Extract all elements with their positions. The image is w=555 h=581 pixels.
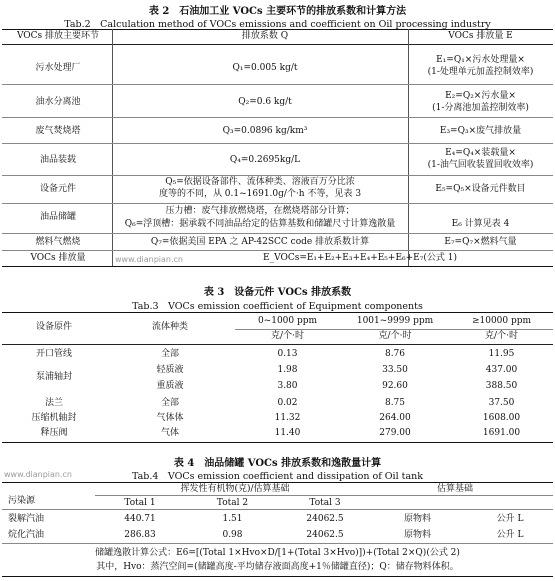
table2-total-formula: E_VOCs=E₁+E₂+E₃+E₄+E₅+E₆+E₇(公式 1)	[263, 253, 457, 263]
table3-header-part: 设备原件	[35, 322, 72, 332]
table2-row-stage: 油品装载	[39, 155, 76, 165]
table4-cell: 24062.5	[306, 514, 344, 524]
table4-subheader: Total 1	[124, 498, 156, 508]
table4-group-header: 估算基础	[436, 484, 473, 494]
table2-row-coef: 度等的不同，从 0.1~1691.0g/个·h 不等，见表 3	[158, 189, 362, 199]
table2-row-coef: Q₂=0.6 kg/t	[238, 97, 292, 107]
table3-cell: 0.02	[277, 398, 298, 408]
table3-header-fluid: 流体种类	[151, 322, 188, 332]
table4-cell: 24062.5	[306, 530, 344, 540]
table4-cell: 公升 L	[496, 530, 524, 540]
table4-cell: 原物料	[403, 514, 431, 524]
table4-caption-en: Tab.4 VOCs emission coefficient and dissipation of Oil tank	[131, 471, 423, 482]
table3-row-part: 泵浦轴封	[35, 372, 72, 382]
table3-cell: 33.50	[382, 365, 408, 375]
table3-cell: 92.60	[382, 381, 408, 391]
table3-caption-en: Tab.3 VOCs emission coefficient of Equipment components	[132, 301, 423, 312]
table2-row-emission: E₃=Q₃×废气排放量	[439, 126, 522, 136]
table2-row-emission: E₂=Q₂×污水量×	[445, 91, 516, 101]
table3-cell: 11.40	[274, 428, 301, 438]
table2-row-emission: E₄=Q₄×装载量×	[445, 148, 516, 158]
table2-header-coef: 排放系数 Q	[241, 31, 289, 41]
table2-row-emission: (1-分离池加盖控制效率)	[432, 103, 529, 113]
table3-cell: 279.00	[379, 428, 411, 438]
table2-caption-en: Tab.2 Calculation method of VOCs emissions and coefficient on Oil processing industry	[64, 19, 491, 30]
table3-cell: 1691.00	[482, 428, 521, 438]
watermark: www.dianpian.cn	[4, 470, 72, 479]
table2-header-emission: VOCs 排放量 E	[448, 31, 513, 41]
table4-source-header: 污染源	[8, 496, 36, 506]
table4-row-name: 烷化汽油	[8, 530, 45, 540]
table3-row-fluid: 重质液	[156, 381, 184, 391]
table3-row-part: 法兰	[44, 398, 63, 408]
table3-row-part: 开口管线	[35, 349, 72, 359]
table3-header-range3: ≥10000 ppm	[471, 316, 532, 326]
table2-row-coef: Q₄=0.2695kg/L	[229, 155, 301, 165]
table3-row-part: 释压阀	[40, 428, 68, 438]
table2-row-coef: Q₁=0.005 kg/t	[232, 63, 298, 73]
table3-cell: 264.00	[379, 413, 411, 423]
table2-row-stage: 油品储罐	[39, 212, 76, 222]
table2-row-coef: Q₇=依据美国 EPA 之 AP-42SCC code 排放系数计算	[150, 237, 370, 247]
table3-cell: 8.75	[384, 398, 406, 408]
table4-note-formula: 储罐逸散计算公式：E6=[(Total 1×Hvo×D/[1+(Total 3×Hvo)])+(Total 2×Q)(公式 2)	[95, 548, 460, 558]
table2-row-coef: Q₅=依据设备部件、流体种类、溶液百万分比浓	[165, 177, 355, 187]
table3-row-fluid: 气体体	[156, 413, 184, 423]
table4-cell: 原物料	[403, 530, 431, 540]
table3-unit: 克/个·时	[271, 331, 304, 341]
table2-row-emission: (1-处理单元加盖控制效率)	[427, 67, 534, 77]
table2-row-emission: (1-油气回收装置回收效率)	[427, 160, 534, 170]
table4-row-name: 裂解汽油	[8, 514, 45, 524]
table3-unit: 克/个·时	[378, 331, 412, 341]
table3-cell: 1608.00	[482, 413, 521, 423]
watermark: www.dianpian.cn	[115, 255, 183, 264]
table3-cell: 3.80	[277, 381, 298, 391]
table3-cell: 11.32	[274, 413, 301, 423]
table2-row-stage: 废气焚烧塔	[35, 126, 81, 136]
table2-header-stage: VOCs 排放主要环节	[16, 31, 100, 41]
table3-unit: 克/个·时	[485, 331, 518, 341]
table2-row-stage: VOCs 排放量	[30, 253, 86, 263]
table3-row-fluid: 全部	[160, 349, 179, 359]
table3-cell: 437.00	[485, 365, 518, 375]
table3-cell: 8.76	[384, 349, 406, 359]
table3-cell: 388.50	[485, 381, 518, 391]
table3-cell: 0.13	[277, 349, 298, 359]
table3-row-part: 压缩机轴封	[31, 413, 77, 423]
table3-cell: 1.98	[277, 365, 298, 375]
table4-caption-cn: 表 4 油品储罐 VOCs 排放系数和逸散量计算	[173, 458, 382, 469]
table2-row-stage: 污水处理厂	[35, 63, 81, 73]
table2-row-stage: 设备元件	[39, 184, 76, 194]
table4-cell: 公升 L	[496, 514, 524, 524]
table4-subheader: Total 3	[309, 498, 341, 508]
table4-cell: 1.51	[222, 514, 243, 524]
table2-row-emission: E₁=Q₁×污水处理量×	[436, 55, 525, 65]
table3-row-fluid: 轻质液	[156, 365, 184, 375]
table2-row-emission: E₅=Q₅×设备元件数目	[435, 184, 526, 194]
table2-row-stage: 油水分离池	[35, 97, 81, 107]
table3-row-fluid: 气体	[160, 428, 179, 438]
table4-group-header: 挥发性有机物(克)/估算基础	[180, 484, 290, 494]
table4-cell: 286.83	[124, 530, 156, 540]
table3-header-range2: 1001~9999 ppm	[356, 316, 434, 326]
table2-row-stage: 燃料气燃烧	[35, 237, 81, 247]
table2-row-emission: E₇=Q₇×燃料气量	[444, 237, 517, 247]
table3-cell: 11.95	[488, 349, 515, 359]
table3-caption-cn: 表 3 设备元件 VOCs 排放系数	[203, 287, 352, 298]
table4-subheader: Total 2	[216, 498, 249, 508]
table4-cell: 0.98	[222, 530, 243, 540]
table3-row-fluid: 全部	[160, 398, 179, 408]
table2-row-coef: 压力槽：废气排放燃烧塔，在燃烧塔部分计算；	[165, 206, 355, 216]
table2-row-coef: Q₆=浮顶槽：据承载不同油品给定的估算基数和储罐尺寸计算逸散量	[124, 219, 396, 229]
table3-cell: 37.50	[488, 398, 515, 408]
table4-note-definitions: 其中，Hvo：蒸汽空间=(储罐高度-平均储存液面高度+1％储罐直径)；Q：储存物料体积。	[96, 562, 459, 572]
table4-cell: 440.71	[124, 514, 156, 524]
table2-row-coef: Q₃=0.0896 kg/km³	[222, 126, 308, 136]
table2-row-emission: E₆ 计算见表 4	[451, 219, 510, 229]
table2-caption-cn: 表 2 石油加工业 VOCs 主要环节的排放系数和计算方法	[148, 6, 407, 17]
table3-header-range1: 0~1000 ppm	[257, 316, 318, 326]
